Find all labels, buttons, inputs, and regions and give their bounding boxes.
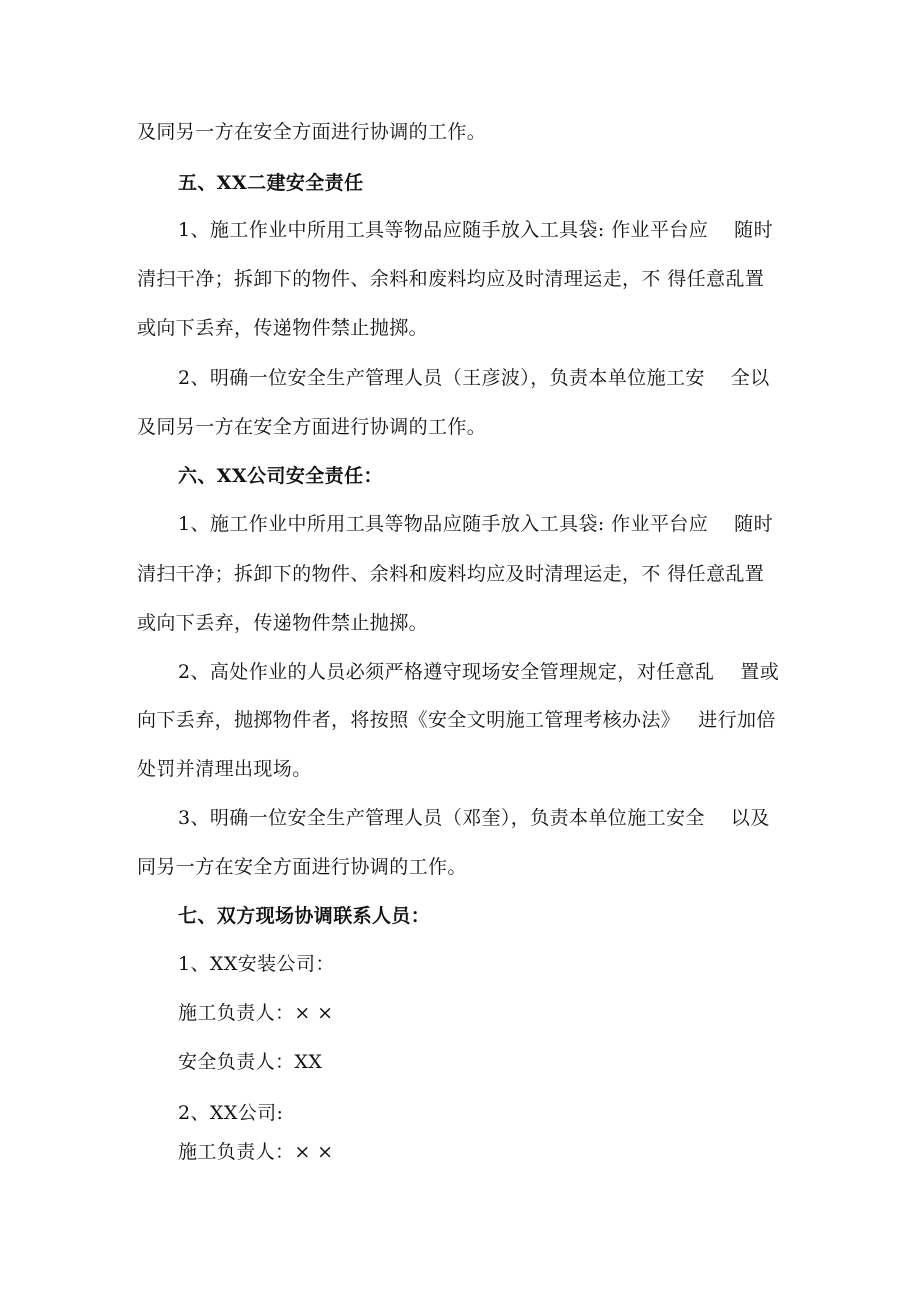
paragraph-line: [137, 855, 797, 879]
heading-text: 六、XX公司安全责任：: [178, 465, 383, 487]
text: 施工负责人：× ×: [178, 1141, 334, 1163]
paragraph-line: [178, 806, 838, 830]
heading-text: 七、双方现场协调联系人员：: [178, 905, 431, 927]
text: 得任意乱置: [667, 563, 765, 585]
paragraph-line: [137, 415, 797, 439]
text: 处罚并清理出现场。: [137, 758, 312, 780]
paragraph-line: [137, 757, 797, 781]
paragraph-line: [137, 562, 797, 586]
text: 及同另一方在安全方面进行协调的工作。: [137, 121, 487, 143]
text: :: [597, 219, 605, 241]
text: 2、高处作业的人员必须严格遵守现场安全管理规定，对任意乱: [178, 661, 715, 683]
paragraph-line: [178, 366, 838, 390]
text: 得任意乱置: [667, 268, 765, 290]
text: 进行加倍: [698, 709, 776, 731]
paragraph-line: [137, 316, 797, 340]
paragraph-line: [137, 611, 797, 635]
section-5-heading: [178, 171, 838, 195]
text: 1、XX安装公司：: [178, 953, 335, 975]
text: 1、施工作业中所用工具等物品应随手放入工具袋: [178, 513, 598, 535]
contact-line: [178, 1001, 838, 1025]
text: 清扫干净；拆卸下的物件、余料和废料均应及时清理运走，不: [137, 563, 661, 585]
contact-group-1: [178, 952, 838, 976]
section-7-heading: [178, 904, 838, 928]
text: 同另一方在安全方面进行协调的工作。: [137, 856, 467, 878]
text: 向下丢弃，抛掷物件者，将按照《安全文明施工管理考核办法》: [137, 709, 681, 731]
text: 2、XX公司:: [178, 1102, 284, 1124]
paragraph-line: [178, 218, 838, 242]
contact-group-2: [178, 1101, 838, 1125]
text: 施工负责人：× ×: [178, 1002, 334, 1024]
text: 随时: [734, 219, 773, 241]
text: 随时: [734, 513, 773, 535]
text: 3、明确一位安全生产管理人员（邓奎），负责本单位施工安全: [178, 807, 705, 829]
text: 或向下丢弃，传递物件禁止抛掷。: [137, 317, 429, 339]
heading-text: 五、XX二建安全责任: [178, 172, 364, 194]
text: 置或: [740, 661, 780, 683]
text: 全以: [730, 367, 770, 389]
contact-line: [178, 1140, 838, 1164]
text: 及同另一方在安全方面进行协调的工作。: [137, 416, 487, 438]
section-6-heading: [178, 464, 838, 488]
text: 作业平台应: [611, 513, 709, 535]
paragraph-line: [137, 708, 797, 732]
paragraph-line: [137, 120, 797, 144]
paragraph-line: [137, 267, 797, 291]
text: 安全负责人：XX: [178, 1051, 323, 1073]
paragraph-line: [178, 512, 838, 536]
text: 作业平台应: [611, 219, 709, 241]
text: 以及: [730, 807, 770, 829]
paragraph-line: [178, 660, 838, 684]
contact-line: [178, 1050, 838, 1074]
text: 或向下丢弃，传递物件禁止抛掷。: [137, 612, 429, 634]
text: :: [597, 513, 605, 535]
text: 2、明确一位安全生产管理人员（王彦波），负责本单位施工安: [178, 367, 705, 389]
text: 1、施工作业中所用工具等物品应随手放入工具袋: [178, 219, 598, 241]
text: 清扫干净；拆卸下的物件、余料和废料均应及时清理运走，不: [137, 268, 661, 290]
